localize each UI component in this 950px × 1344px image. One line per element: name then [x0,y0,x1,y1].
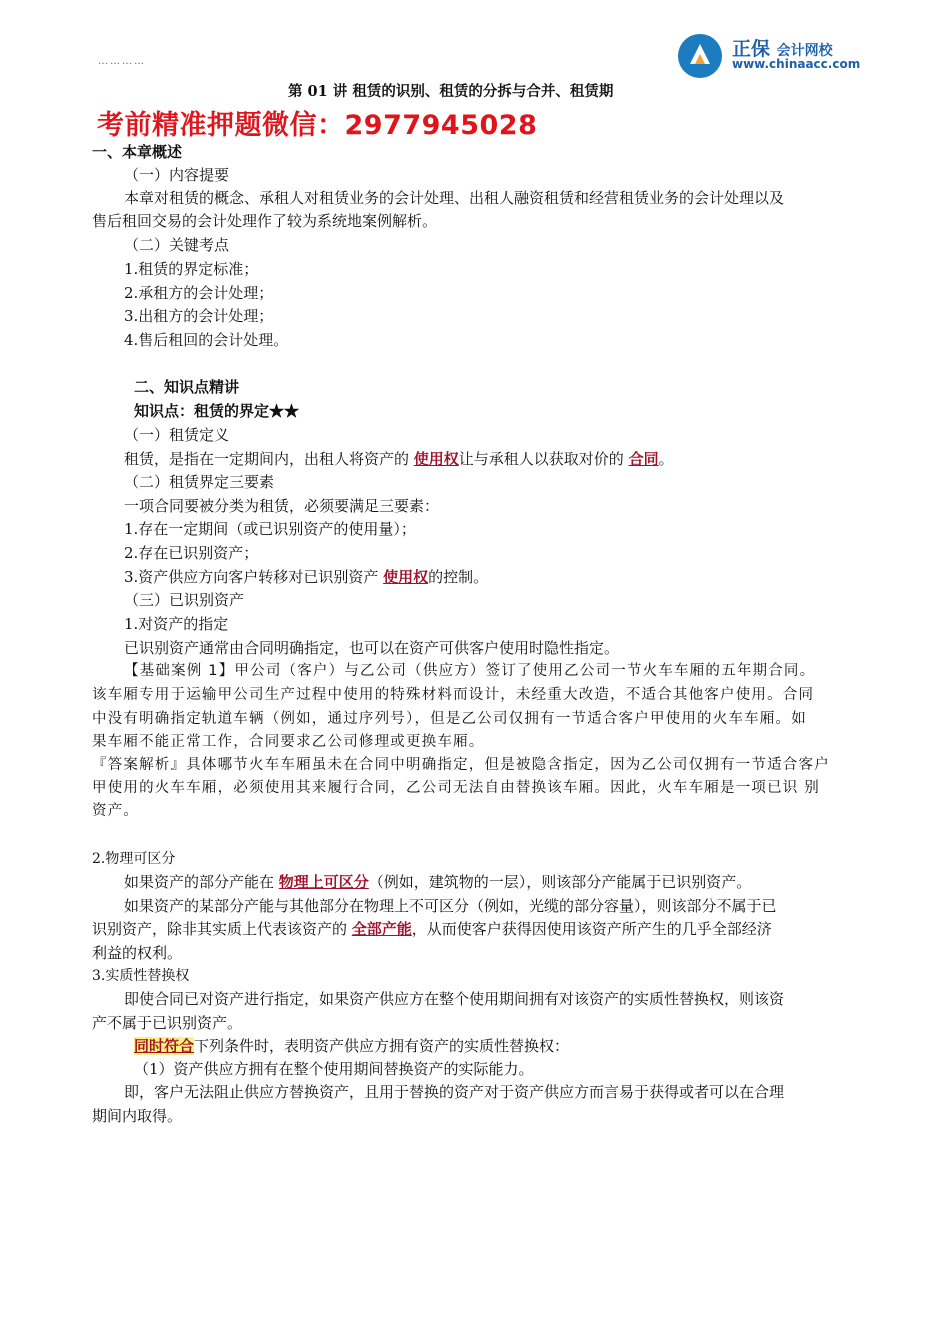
chapter-heading: 一、本章概述 [92,143,183,161]
elements-intro: 一项合同要被分类为租赁，必须要满足三要素： [124,497,440,515]
content-summary-title: （一）内容提要 [124,166,230,184]
definition-part-c: 。 [658,450,674,468]
key-points-title: （二）关键考点 [124,236,230,254]
substitution-line-2: 产不属于已识别资产。 [92,1014,243,1032]
physical-para-2-b: ，从而使客户获得因使用该资产所产生的几乎全部经济 [411,920,772,938]
keyword-contract: 合同 [628,450,659,468]
key-point-4: 4.售后租回的会计处理。 [124,331,289,349]
substitution-title: 3.实质性替换权 [92,968,190,984]
conditions-intro [134,1035,569,1058]
element-1: 1.存在一定期间（或已识别资产的使用量）； [124,520,416,538]
promo-banner: 考前精准押题微信：2977945028 [97,110,538,141]
physical-para-1-b: （例如，建筑物的一层），则该部分产能属于已识别资产。 [368,873,752,891]
asset-designation-title: 1.对资产的指定 [124,615,229,633]
keyword-usage-right-2: 使用权 [383,568,429,586]
keyword-full-capacity: 全部产能 [351,920,412,938]
knowledge-point-title: 知识点：租赁的界定★★ [134,402,300,420]
condition-1-explain-line-2: 期间内取得。 [92,1107,183,1125]
answer-line-2: 甲使用的火车车厢，必须使用其来履行合同，乙公司无法自由替换该车厢。因此，火车车厢是一项已识 别 [92,780,821,796]
logo-school-name: 会计网校 [776,43,833,59]
condition-1: （1）资产供应方拥有在整个使用期间替换资产的实际能力。 [134,1060,534,1078]
definition-text [124,448,674,471]
element-2: 2.存在已识别资产； [124,544,259,562]
conditions-intro-rest: 下列条件时，表明资产供应方拥有资产的实质性替换权： [194,1037,570,1055]
case-line-3: 中没有明确指定轨道车辆（例如，通过序列号），但是乙公司仅拥有一节适合客户甲使用的火车车厢。如 [92,711,807,727]
case-line-4: 果车厢不能正常工作，合同要求乙公司修理或更换车厢。 [92,734,485,750]
physical-title: 2.物理可区分 [92,851,176,867]
elements-title: （二）租赁界定三要素 [124,473,275,491]
logo-url: www.chinaacc.com [732,57,861,71]
key-point-3: 3.出租方的会计处理； [124,307,274,325]
physical-para-1-a: 如果资产的部分产能在 [124,873,279,891]
answer-line-3: 资产。 [92,803,140,819]
substitution-line-1: 即使合同已对资产进行指定，如果资产供应方在整个使用期间拥有对该资产的实质性替换权，则该资 [124,990,785,1008]
element-3-part-a: 3.资产供应方向客户转移对已识别资产 [124,568,384,586]
element-3-part-b: 的控制。 [428,568,489,586]
physical-para-2-line-3: 利益的权利。 [92,944,183,962]
knowledge-heading: 二、知识点精讲 [134,378,240,396]
logo-brand-name: 正保 [732,38,771,60]
definition-title: （一）租赁定义 [124,426,230,444]
lecture-title: 第 01 讲 租赁的识别、租赁的分拆与合并、租赁期 [288,83,614,100]
keyword-usage-right: 使用权 [413,450,459,468]
asset-designation-text: 已识别资产通常由合同明确指定，也可以在资产可供客户使用时隐性指定。 [124,639,620,657]
identified-asset-title: （三）已识别资产 [124,591,245,609]
physical-para-1 [124,871,751,894]
physical-para-2-line-1: 如果资产的某部分产能与其他部分在物理上不可区分（例如，光缆的部分容量），则该部分不属于已 [124,897,777,915]
condition-1-explain-line-1: 即，客户无法阻止供应方替换资产，且用于替换的资产对于资产供应方而言易于获得或者可以在合理 [124,1083,785,1101]
physical-para-2-line-2 [92,918,772,941]
element-3 [124,566,488,589]
keyword-physically-distinct: 物理上可区分 [278,873,369,891]
definition-part-a: 租赁，是指在一定期间内，出租人将资产的 [124,450,414,468]
case-line-1: 【基础案例 1】甲公司（客户）与乙公司（供应方）签订了使用乙公司一节火车车厢的五年期合同。 [124,663,816,679]
intro-line-2: 售后租回交易的会计处理作了较为系统地案例解析。 [92,212,438,230]
physical-para-2-a: 识别资产，除非其实质上代表该资产的 [92,920,352,938]
definition-part-b: 让与承租人以获取对价的 [458,450,629,468]
answer-line-1: 『答案解析』具体哪节火车车厢虽未在合同中明确指定，但是被隐含指定，因为乙公司仅拥有一节适合客户 [92,757,830,773]
header-corner-text: ………… [98,56,146,67]
intro-line-1: 本章对租赁的概念、承租人对租赁业务的会计处理、出租人融资租赁和经营租赁业务的会计处理以及 [124,189,785,207]
key-point-2: 2.承租方的会计处理； [124,284,274,302]
case-line-2: 该车厢专用于运输甲公司生产过程中使用的特殊材料而设计，未经重大改造，不适合其他客户使用。合同 [92,687,815,703]
logo-icon [678,34,722,78]
keyword-simultaneously: 同时符合 [134,1037,195,1055]
key-point-1: 1.租赁的界定标准； [124,260,259,278]
